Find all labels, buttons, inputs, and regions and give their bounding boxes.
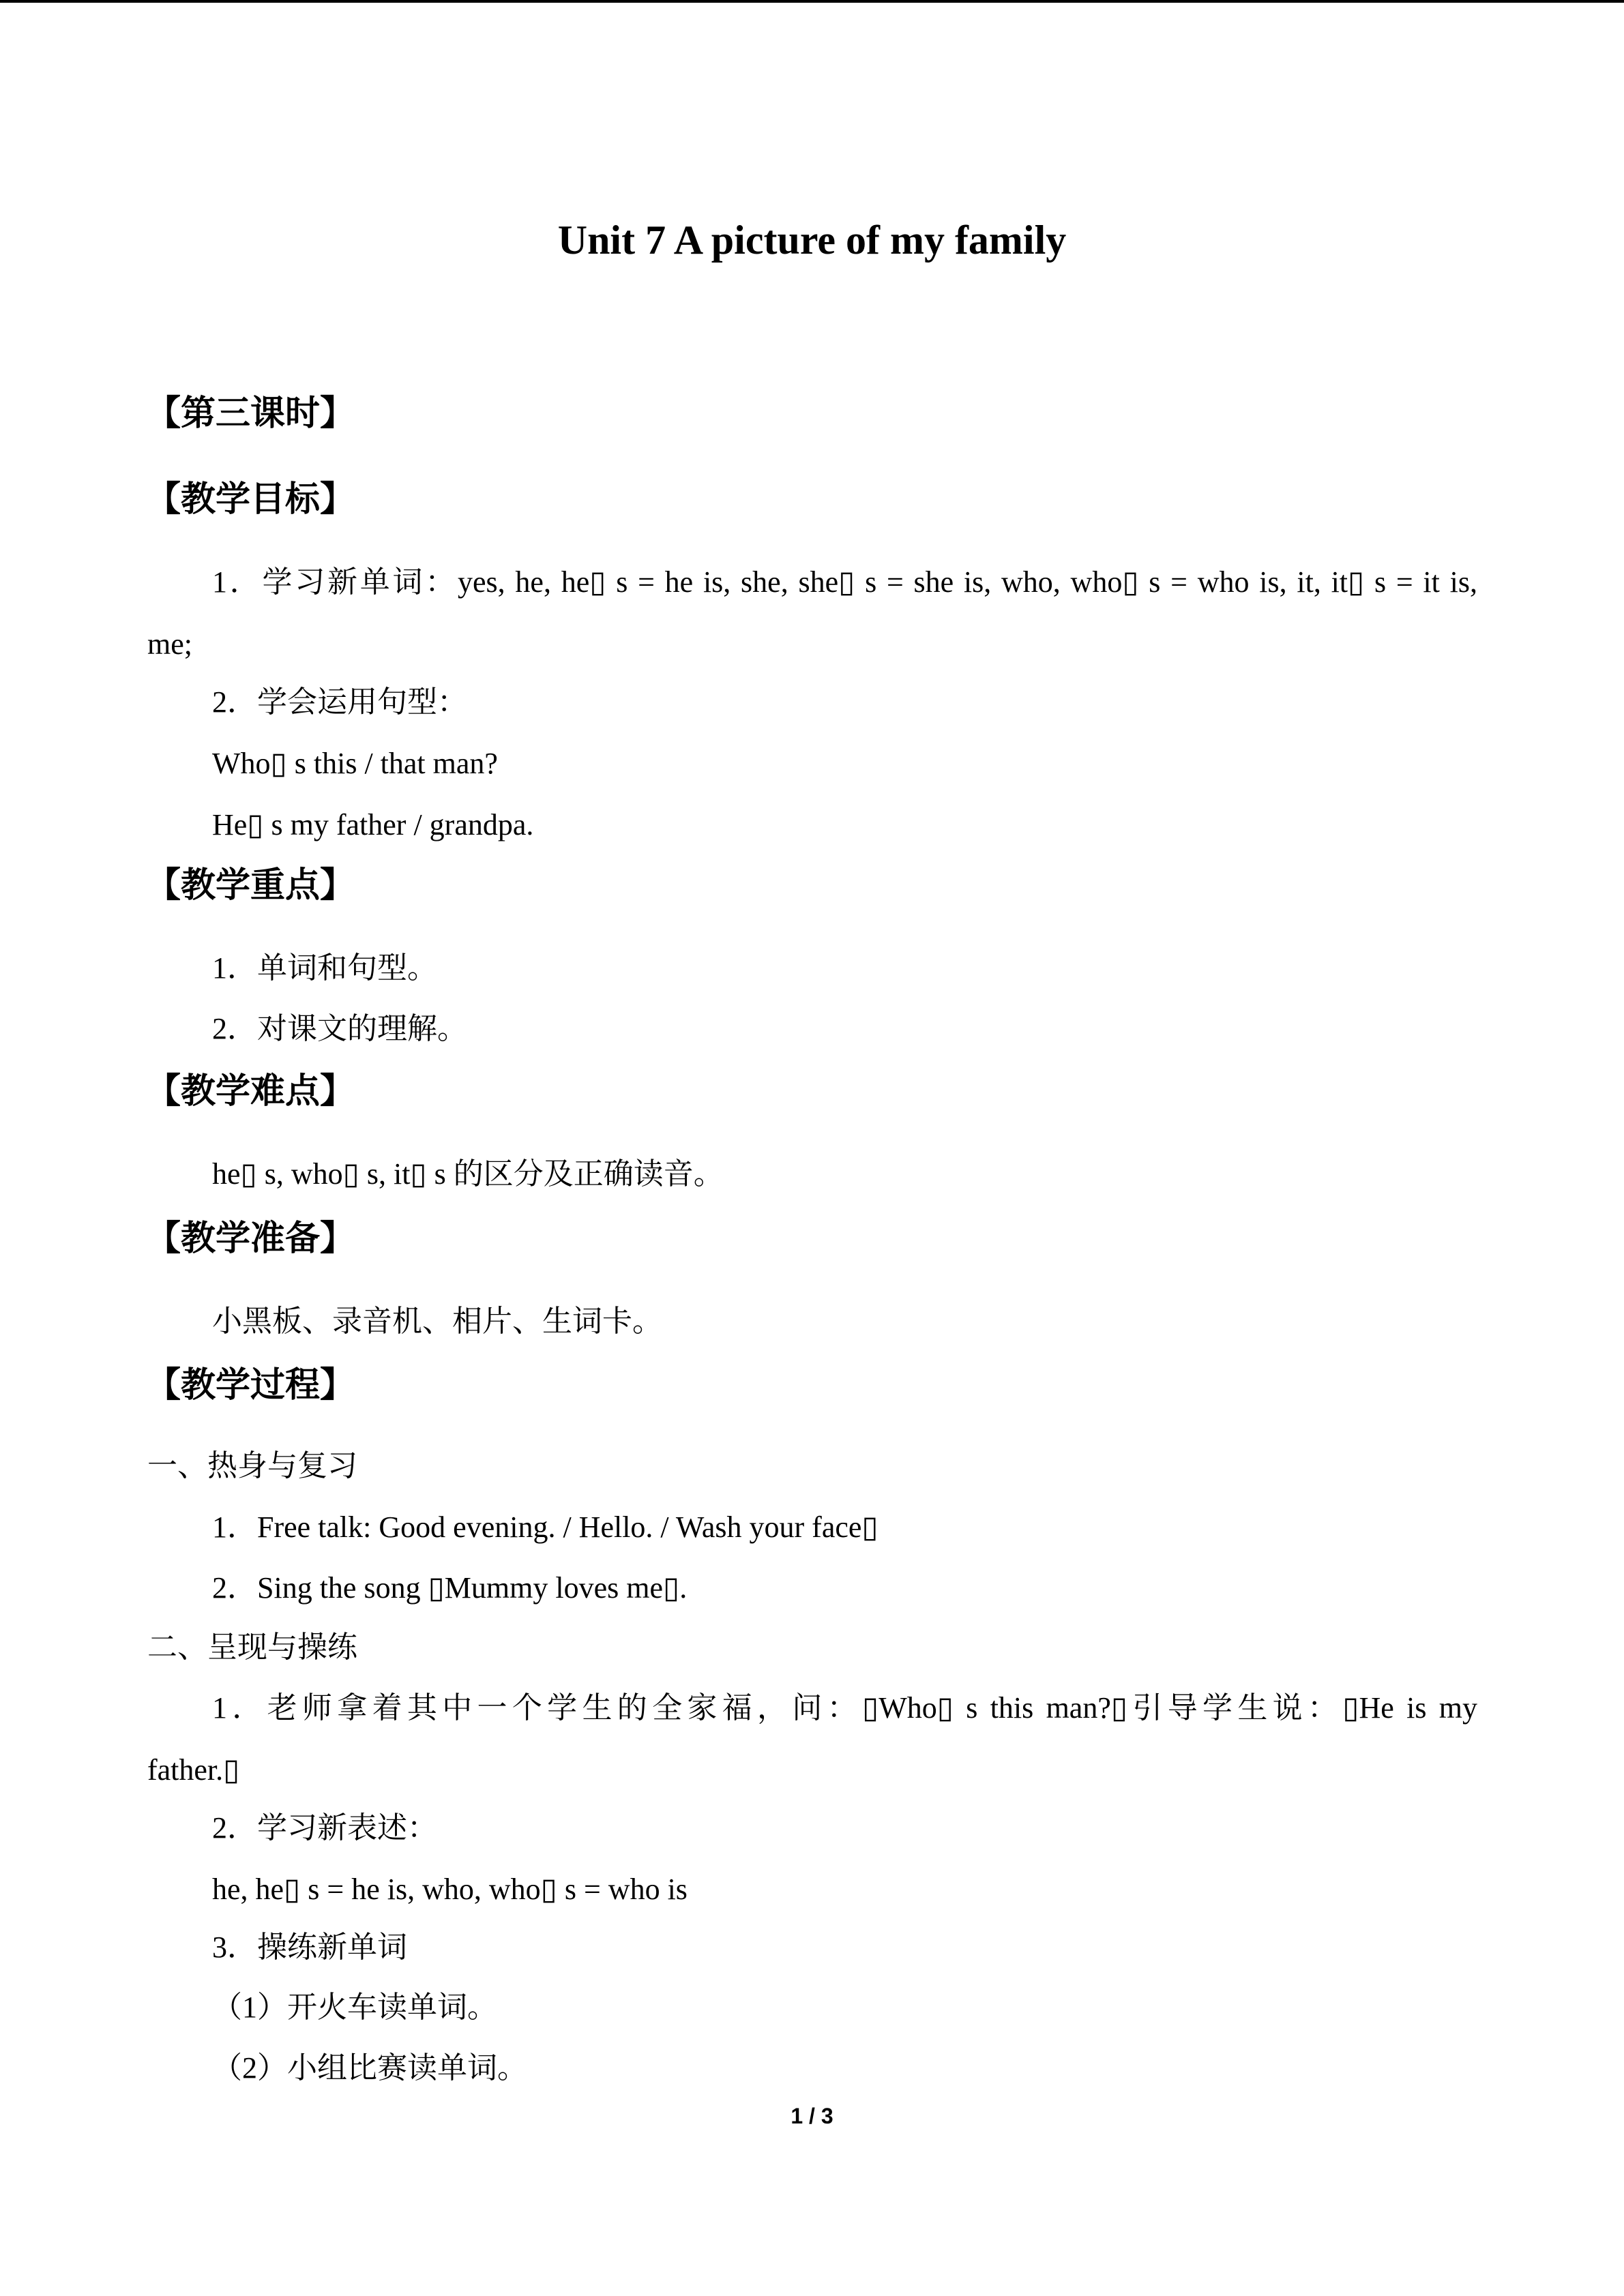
- objective-item-2: 2．学会运用句型：: [212, 685, 467, 719]
- process-s2-item-1-cont: father.▯: [147, 1753, 240, 1787]
- process-section-2: 二、呈现与操练: [147, 1630, 357, 1664]
- process-s1-item-2: 2．Sing the song ▯Mummy loves me▯.: [212, 1571, 688, 1605]
- heading-preparation: 【教学准备】: [146, 1219, 355, 1259]
- process-s2-item-1-text: 1．老师拿着其中一个学生的全家福，问：▯Who▯ s this man?▯引导学生说：▯He is my: [212, 1691, 1477, 1725]
- objective-item-1-cont: me;: [147, 627, 192, 661]
- key-point-1: 1．单词和句型。: [212, 951, 437, 985]
- top-border: [0, 0, 1624, 3]
- process-s1-item-1: 1．Free talk: Good evening. / Hello. / Wash your face▯: [212, 1510, 879, 1544]
- key-point-2: 2．对课文的理解。: [212, 1012, 467, 1045]
- process-s2-item-3-sub-2: （2）小组比赛读单词。: [212, 2051, 527, 2085]
- objective-item-1: [212, 562, 1477, 603]
- process-s2-item-2: 2．学习新表述：: [212, 1811, 437, 1845]
- process-s2-item-1: [212, 1688, 1477, 1729]
- sentence-pattern-1: Who▯ s this / that man?: [212, 747, 498, 780]
- objective-item-1-text: 1．学习新单词：yes, he, he▯ s = he is, she, she▯ s = she is, who, who▯ s = who is, it, it▯ s = it is,: [212, 565, 1477, 599]
- process-section-1: 一、热身与复习: [147, 1449, 357, 1482]
- process-s2-item-3-sub-1: （1）开火车读单词。: [212, 1991, 497, 2024]
- process-s2-item-2-expr: he, he▯ s = he is, who, who▯ s = who is: [212, 1873, 688, 1906]
- heading-difficulties: 【教学难点】: [146, 1071, 355, 1112]
- heading-lesson: 【第三课时】: [146, 393, 355, 434]
- page-title: Unit 7 A picture of my family: [557, 218, 1067, 263]
- difficulty-1: he▯ s, who▯ s, it▯ s 的区分及正确读音。: [212, 1157, 724, 1191]
- preparation-1: 小黑板、录音机、相片、生词卡。: [212, 1304, 662, 1338]
- page-number: 1 / 3: [791, 2104, 833, 2128]
- heading-key-points: 【教学重点】: [146, 865, 355, 906]
- sentence-pattern-2: He▯ s my father / grandpa.: [212, 808, 534, 841]
- heading-process: 【教学过程】: [146, 1365, 355, 1405]
- heading-objectives: 【教学目标】: [146, 479, 355, 520]
- process-s2-item-3: 3．操练新单词: [212, 1930, 407, 1964]
